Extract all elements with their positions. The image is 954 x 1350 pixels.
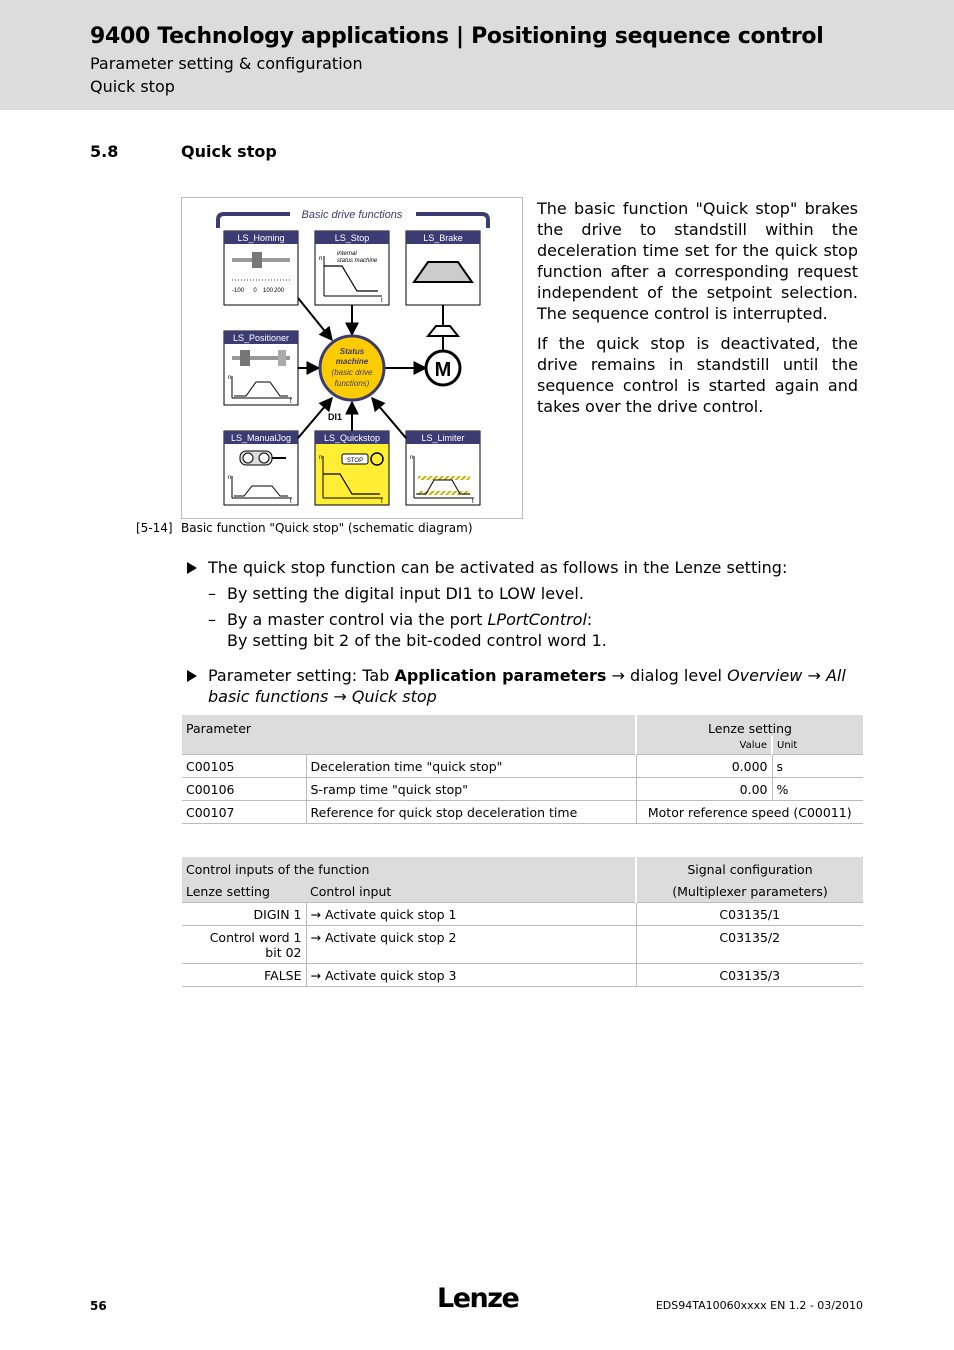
table-row xyxy=(182,778,863,801)
intro-paragraph-2: If the quick stop is deactivated, the drive remains in standstill until the sequence control is started again and takes over the drive control. xyxy=(537,334,858,416)
schematic-diagram xyxy=(181,197,523,519)
dash-2-line2: By setting bit 2 of the bit-coded control word 1. xyxy=(227,631,607,650)
status-line-3: (basic drive xyxy=(331,368,373,377)
stop-axis-t: t xyxy=(381,298,383,304)
control-inputs-table xyxy=(182,857,863,987)
di1-label: DI1 xyxy=(327,412,343,422)
homing-scale-1: -100 xyxy=(231,288,245,294)
dash-1-text: By setting the digital input DI1 to LOW level. xyxy=(227,584,584,603)
param-desc: Reference for quick stop deceleration time xyxy=(306,801,636,824)
status-line-2: machine xyxy=(335,357,369,366)
setting-cell: Control word 1 bit 02 xyxy=(182,926,306,964)
page-number: 56 xyxy=(90,1299,107,1313)
header-subtitle: Parameter setting & configuration xyxy=(90,54,363,73)
param-code: C00107 xyxy=(182,801,306,824)
lenze-setting-header: Lenze setting xyxy=(182,880,306,903)
lenze-setting-header: Lenze setting xyxy=(636,715,863,736)
group-label: Basic drive functions xyxy=(301,209,403,221)
block-limiter-label: LS_Limiter xyxy=(421,433,465,443)
table-row xyxy=(182,903,863,926)
caption-text: Basic function "Quick stop" (schematic diagram) xyxy=(181,521,473,535)
block-stop-label: LS_Stop xyxy=(334,233,370,243)
bullet-item xyxy=(187,557,867,578)
dash-2-post: : xyxy=(586,610,593,629)
block-positioner xyxy=(224,331,298,405)
signal-cell: C03135/1 xyxy=(636,903,863,926)
port-name: LPortControl xyxy=(487,610,587,629)
table-row xyxy=(182,964,863,987)
block-quickstop-label: LS_Quickstop xyxy=(323,433,381,443)
manualjog-axis-n: n xyxy=(228,475,232,481)
positioner-axis-t: t xyxy=(290,399,292,405)
setting-cell: DIGIN 1 xyxy=(182,903,306,926)
control-title: Control inputs of the function xyxy=(186,862,370,877)
dash-item: – By a master control via the port LPortControl: By setting bit 2 of the bit-coded control word 1. xyxy=(208,610,607,650)
input-cell: → Activate quick stop 3 xyxy=(306,964,636,987)
block-manualjog-label: LS_ManualJog xyxy=(230,433,292,443)
param-value: 0.00 xyxy=(636,778,772,801)
param-desc: S-ramp time "quick stop" xyxy=(306,778,636,801)
limiter-axis-t: t xyxy=(472,499,474,505)
block-brake xyxy=(406,231,480,305)
arrow-icon: → xyxy=(807,666,821,685)
block-limiter xyxy=(406,431,480,505)
mux-header: (Multiplexer parameters) xyxy=(636,880,863,903)
param-desc: Deceleration time "quick stop" xyxy=(306,755,636,778)
block-stop xyxy=(315,231,389,305)
intro-paragraph-1: The basic function "Quick stop" brakes the drive to standstill within the deceleration time set for the quick stop function after a corresponding request independent of the setpoint selection. The sequence control is interrupted. xyxy=(537,199,858,323)
stop-internal-text: internal xyxy=(337,251,357,257)
bullet-arrow-icon xyxy=(187,562,197,574)
b2-path3: Quick stop xyxy=(351,687,437,706)
value-header: Value xyxy=(636,736,772,755)
block-manualjog xyxy=(224,431,298,505)
input-cell: → Activate quick stop 2 xyxy=(306,926,636,964)
param-value: 0.000 xyxy=(636,755,772,778)
block-homing-label: LS_Homing xyxy=(237,233,285,243)
section-title: Quick stop xyxy=(181,142,277,161)
header-title: 9400 Technology applications | Positioning sequence control xyxy=(90,24,824,49)
param-unit: % xyxy=(772,778,863,801)
param-value: Motor reference speed (C00011) xyxy=(636,801,863,824)
document-id: EDS94TA10060xxxx EN 1.2 - 03/2010 xyxy=(655,1299,863,1312)
block-brake-label: LS_Brake xyxy=(423,233,463,243)
control-input-header: Control input xyxy=(306,880,636,903)
table-row xyxy=(182,755,863,778)
signal-config-header: Signal configuration xyxy=(636,857,863,880)
limiter-axis-n: n xyxy=(410,455,414,461)
setting-cell: FALSE xyxy=(182,964,306,987)
param-code: C00106 xyxy=(182,778,306,801)
arrow-icon: → xyxy=(333,687,347,706)
param-header: Parameter xyxy=(182,715,636,755)
section-number: 5.8 xyxy=(90,142,119,161)
table-row xyxy=(182,926,863,964)
quickstop-axis-n: n xyxy=(319,455,323,461)
page-header xyxy=(0,0,954,110)
b2-pre: Parameter setting: Tab xyxy=(208,666,395,685)
signal-cell: C03135/2 xyxy=(636,926,863,964)
param-unit: s xyxy=(772,755,863,778)
stop-sign-text: STOP xyxy=(346,458,364,464)
arrow-icon: → xyxy=(611,666,625,685)
block-homing xyxy=(224,231,298,305)
status-line-1: Status xyxy=(339,347,365,356)
signal-cell: C03135/3 xyxy=(636,964,863,987)
bullet-item xyxy=(187,665,867,707)
lenze-logo: Lenze xyxy=(437,1283,519,1314)
block-positioner-label: LS_Positioner xyxy=(232,333,290,343)
homing-scale-2: 0 xyxy=(253,288,257,294)
bullet-1-text: The quick stop function can be activated as follows in the Lenze setting: xyxy=(208,558,788,577)
positioner-axis-n: n xyxy=(228,375,232,381)
b2-tab: Application parameters xyxy=(394,666,607,685)
parameter-table xyxy=(182,715,863,824)
bullet-list xyxy=(187,557,867,707)
dash-2-pre: By a master control via the port xyxy=(227,610,488,629)
diagram-svg xyxy=(182,198,522,518)
homing-scale-3: 100 xyxy=(262,288,274,294)
unit-header: Unit xyxy=(772,736,863,755)
block-quickstop xyxy=(315,431,389,505)
b2-mid: dialog level xyxy=(624,666,728,685)
stop-status-text: status machine xyxy=(337,258,378,264)
figure-caption xyxy=(136,521,473,535)
param-code: C00105 xyxy=(182,755,306,778)
quickstop-axis-t: t xyxy=(381,499,383,505)
dash-item: – By setting the digital input DI1 to LOW level. xyxy=(208,584,584,603)
input-cell: → Activate quick stop 1 xyxy=(306,903,636,926)
motor-label: M xyxy=(434,359,452,381)
b2-path1: Overview xyxy=(727,666,803,685)
table-row xyxy=(182,801,863,824)
caption-number: [5-14] xyxy=(136,521,173,535)
header-subsection: Quick stop xyxy=(90,77,175,96)
bullet-arrow-icon xyxy=(187,670,197,682)
b2-path2: All basic functions xyxy=(208,666,846,706)
homing-scale-4: 200 xyxy=(273,288,285,294)
status-line-4: functions) xyxy=(334,379,370,388)
intro-text xyxy=(537,198,858,426)
manualjog-axis-t: t xyxy=(290,499,292,505)
stop-axis-n: n xyxy=(319,256,323,262)
